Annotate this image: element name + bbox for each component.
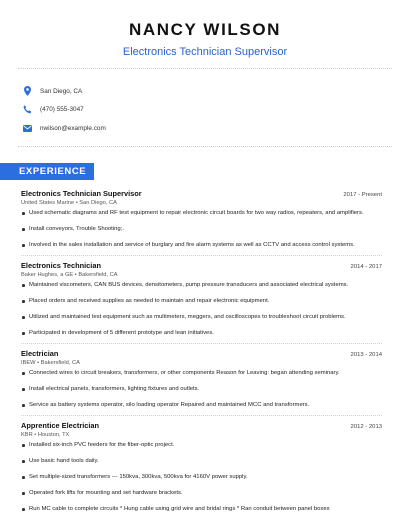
- email-icon: [22, 123, 32, 133]
- job-entry: [21, 189, 382, 249]
- job-employer: Baker Hughes, a GE • Bakersfield, CA: [21, 272, 118, 278]
- contact-phone: [22, 101, 106, 120]
- candidate-name: NANCY WILSON: [128, 20, 282, 39]
- job-title: Electrician: [21, 349, 59, 358]
- contact-location-text: San Diego, CA: [40, 87, 83, 95]
- job-divider: [21, 343, 382, 344]
- job-bullet: Placed orders and received supplies as needed to maintain and repair electronic equipment.: [21, 298, 382, 305]
- job-divider: [21, 255, 382, 256]
- job-bullet: Connected wires to circuit breakers, transformers, or other components Reason for Leaving: began attending seminary.: [21, 370, 382, 377]
- job-dates: 2014 - 2017: [350, 264, 382, 270]
- job-entry: [21, 349, 382, 409]
- job-bullet: Install electrical panels, transformers, lighting fixtures and outlets.: [21, 386, 382, 393]
- contact-location: [22, 82, 106, 101]
- job-dates: 2017 - Present: [343, 192, 382, 198]
- experience-list: [21, 189, 382, 522]
- contact-divider: [18, 146, 392, 147]
- job-bullets: [21, 282, 382, 337]
- job-title: Electronics Technician Supervisor: [21, 189, 142, 198]
- location-pin-icon: [22, 86, 32, 96]
- job-bullet: Set multiple-sized transformers --- 150kva, 300kva, 500kva for 4160V power supply.: [21, 474, 382, 481]
- job-entry: [21, 261, 382, 337]
- job-title: Apprentice Electrician: [21, 421, 100, 430]
- header-divider: [18, 68, 392, 69]
- job-bullet: Operated fork lifts for mounting and set hardware brackets.: [21, 490, 382, 497]
- job-employer: IBEW • Bakersfield, CA: [21, 360, 80, 366]
- job-divider: [21, 415, 382, 416]
- job-employer: United States Marine • San Diego, CA: [21, 200, 117, 206]
- candidate-title: Electronics Technician Supervisor: [122, 46, 288, 58]
- job-bullet: Participated in development of 5 different prototype and lean initiatives.: [21, 330, 382, 337]
- job-bullets: [21, 210, 382, 249]
- job-bullet: Used schematic diagrams and RF test equipment to repair electronic circuit boards for two way radios, repeaters, and amplifiers.: [21, 210, 382, 217]
- phone-icon: [22, 105, 32, 115]
- job-bullet: Use basic hand tools daily.: [21, 458, 382, 465]
- job-bullets: [21, 442, 382, 513]
- job-bullet: Installed six-inch PVC feeders for the fiber-optic project.: [21, 442, 382, 449]
- contact-phone-text: (470) 555-3047: [40, 106, 84, 114]
- job-bullet: Maintained viscometers, CAN BUS devices, densitometers, pump pressure transducers and associated electrical systems.: [21, 282, 382, 289]
- job-bullet: Service as battery systems operator, silo loading operator Repaired and maintained MCC and transformers.: [21, 402, 382, 409]
- job-title: Electronics Technician: [21, 261, 101, 270]
- job-bullets: [21, 370, 382, 409]
- resume-header: [0, 0, 410, 59]
- section-heading-experience: EXPERIENCE: [0, 163, 94, 180]
- job-dates: 2012 - 2013: [350, 424, 382, 430]
- contact-email: [22, 119, 106, 138]
- contact-list: [22, 82, 106, 138]
- job-bullet: Install conveyors, Trouble Shooting;.: [21, 226, 382, 233]
- job-entry: [21, 421, 382, 513]
- contact-email-text: nwilson@example.com: [40, 124, 106, 132]
- job-employer: KBR • Houston, TX: [21, 432, 70, 438]
- job-bullet: Involved in the sales installation and service of burglary and fire alarm systems as well as CCTV and access control systems.: [21, 242, 382, 249]
- job-bullet: Utilized and maintained test equipment such as multimeters, meggers, and oscilloscopes to troubleshoot circuit problems.: [21, 314, 382, 321]
- job-dates: 2013 - 2014: [350, 352, 382, 358]
- job-bullet: Run MC cable to complete circuits * Hung cable using grid wire and bridal rings * Ran conduit between panel boxes: [21, 506, 382, 513]
